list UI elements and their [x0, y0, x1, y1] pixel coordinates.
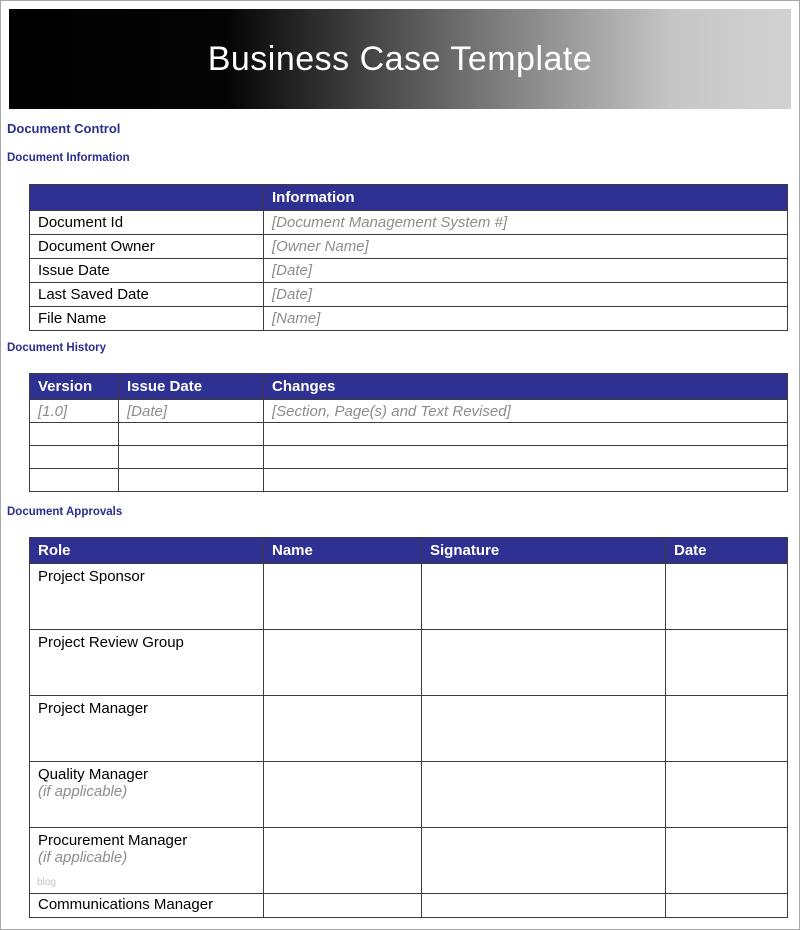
approvals-signature-cell[interactable]: [422, 894, 666, 918]
table-row: [30, 400, 788, 423]
document-approvals-table: [29, 537, 788, 918]
approvals-date-cell[interactable]: [666, 828, 788, 894]
row-label: Document Id: [30, 211, 264, 235]
table-row: [30, 894, 788, 918]
role-label: Project Review Group: [38, 634, 184, 651]
history-changes-cell[interactable]: [264, 469, 788, 492]
approvals-signature-cell[interactable]: [422, 696, 666, 762]
history-version-cell[interactable]: [30, 446, 119, 469]
subheading-document-history: Document History: [7, 342, 107, 354]
table-row: [30, 469, 788, 492]
row-label: Document Owner: [30, 235, 264, 259]
approvals-role-cell: [30, 630, 264, 696]
document-information-table: [29, 184, 788, 331]
history-issue-date-cell[interactable]: [Date]: [119, 400, 264, 423]
approvals-header-date: Date: [666, 538, 788, 564]
history-version-cell[interactable]: [30, 423, 119, 446]
history-version-cell[interactable]: [1.0]: [30, 400, 119, 423]
row-label: File Name: [30, 307, 264, 331]
approvals-name-cell[interactable]: [264, 762, 422, 828]
table-row: [30, 696, 788, 762]
approvals-name-cell[interactable]: [264, 828, 422, 894]
history-issue-date-cell[interactable]: [119, 446, 264, 469]
table-row: [30, 211, 788, 235]
info-header-information: Information: [264, 185, 788, 211]
role-note: (if applicable): [38, 783, 128, 800]
table-header-row: [30, 185, 788, 211]
role-label: Procurement Manager: [38, 832, 188, 849]
table-row: [30, 259, 788, 283]
history-issue-date-cell[interactable]: [119, 423, 264, 446]
table-row: [30, 630, 788, 696]
watermark-text: blog: [37, 877, 56, 888]
approvals-date-cell[interactable]: [666, 696, 788, 762]
approvals-date-cell[interactable]: [666, 564, 788, 630]
subheading-document-information: Document Information: [7, 152, 130, 164]
approvals-role-cell: [30, 564, 264, 630]
table-row: [30, 283, 788, 307]
approvals-signature-cell[interactable]: [422, 762, 666, 828]
approvals-role-cell: [30, 762, 264, 828]
table-header-row: [30, 374, 788, 400]
approvals-role-cell: [30, 894, 264, 918]
approvals-name-cell[interactable]: [264, 894, 422, 918]
table-header-row: [30, 538, 788, 564]
history-issue-date-cell[interactable]: [119, 469, 264, 492]
role-label: Project Sponsor: [38, 568, 145, 585]
row-value[interactable]: [Date]: [264, 259, 788, 283]
approvals-name-cell[interactable]: [264, 564, 422, 630]
title-banner: [9, 9, 791, 109]
approvals-name-cell[interactable]: [264, 696, 422, 762]
history-changes-cell[interactable]: [264, 423, 788, 446]
role-label: Communications Manager: [38, 896, 214, 913]
table-row: [30, 423, 788, 446]
history-header-issue-date: Issue Date: [119, 374, 264, 400]
approvals-date-cell[interactable]: [666, 762, 788, 828]
history-changes-cell[interactable]: [Section, Page(s) and Text Revised]: [264, 400, 788, 423]
history-header-changes: Changes: [264, 374, 788, 400]
row-value[interactable]: [Document Management System #]: [264, 211, 788, 235]
document-history-table: [29, 373, 788, 492]
role-label: Project Manager: [38, 700, 149, 717]
row-label: Last Saved Date: [30, 283, 264, 307]
info-header-blank-cell: [30, 185, 264, 211]
approvals-date-cell[interactable]: [666, 630, 788, 696]
row-value[interactable]: [Owner Name]: [264, 235, 788, 259]
approvals-header-role: Role: [30, 538, 264, 564]
table-row: [30, 446, 788, 469]
approvals-header-name: Name: [264, 538, 422, 564]
role-label: Quality Manager: [38, 766, 149, 783]
approvals-date-cell[interactable]: [666, 894, 788, 918]
row-value[interactable]: [Date]: [264, 283, 788, 307]
row-label: Issue Date: [30, 259, 264, 283]
role-note: (if applicable): [38, 849, 128, 866]
approvals-header-signature: Signature: [422, 538, 666, 564]
heading-document-control: Document Control: [7, 121, 121, 136]
history-header-version: Version: [30, 374, 119, 400]
history-version-cell[interactable]: [30, 469, 119, 492]
table-row: [30, 564, 788, 630]
approvals-signature-cell[interactable]: [422, 828, 666, 894]
approvals-role-cell: [30, 696, 264, 762]
approvals-signature-cell[interactable]: [422, 630, 666, 696]
table-row: [30, 235, 788, 259]
history-changes-cell[interactable]: [264, 446, 788, 469]
row-value[interactable]: [Name]: [264, 307, 788, 331]
approvals-signature-cell[interactable]: [422, 564, 666, 630]
page-title: Business Case Template: [207, 40, 593, 78]
table-row: [30, 307, 788, 331]
subheading-document-approvals: Document Approvals: [7, 506, 123, 518]
table-row: [30, 762, 788, 828]
approvals-role-cell: [30, 828, 264, 894]
approvals-name-cell[interactable]: [264, 630, 422, 696]
table-row: [30, 828, 788, 894]
